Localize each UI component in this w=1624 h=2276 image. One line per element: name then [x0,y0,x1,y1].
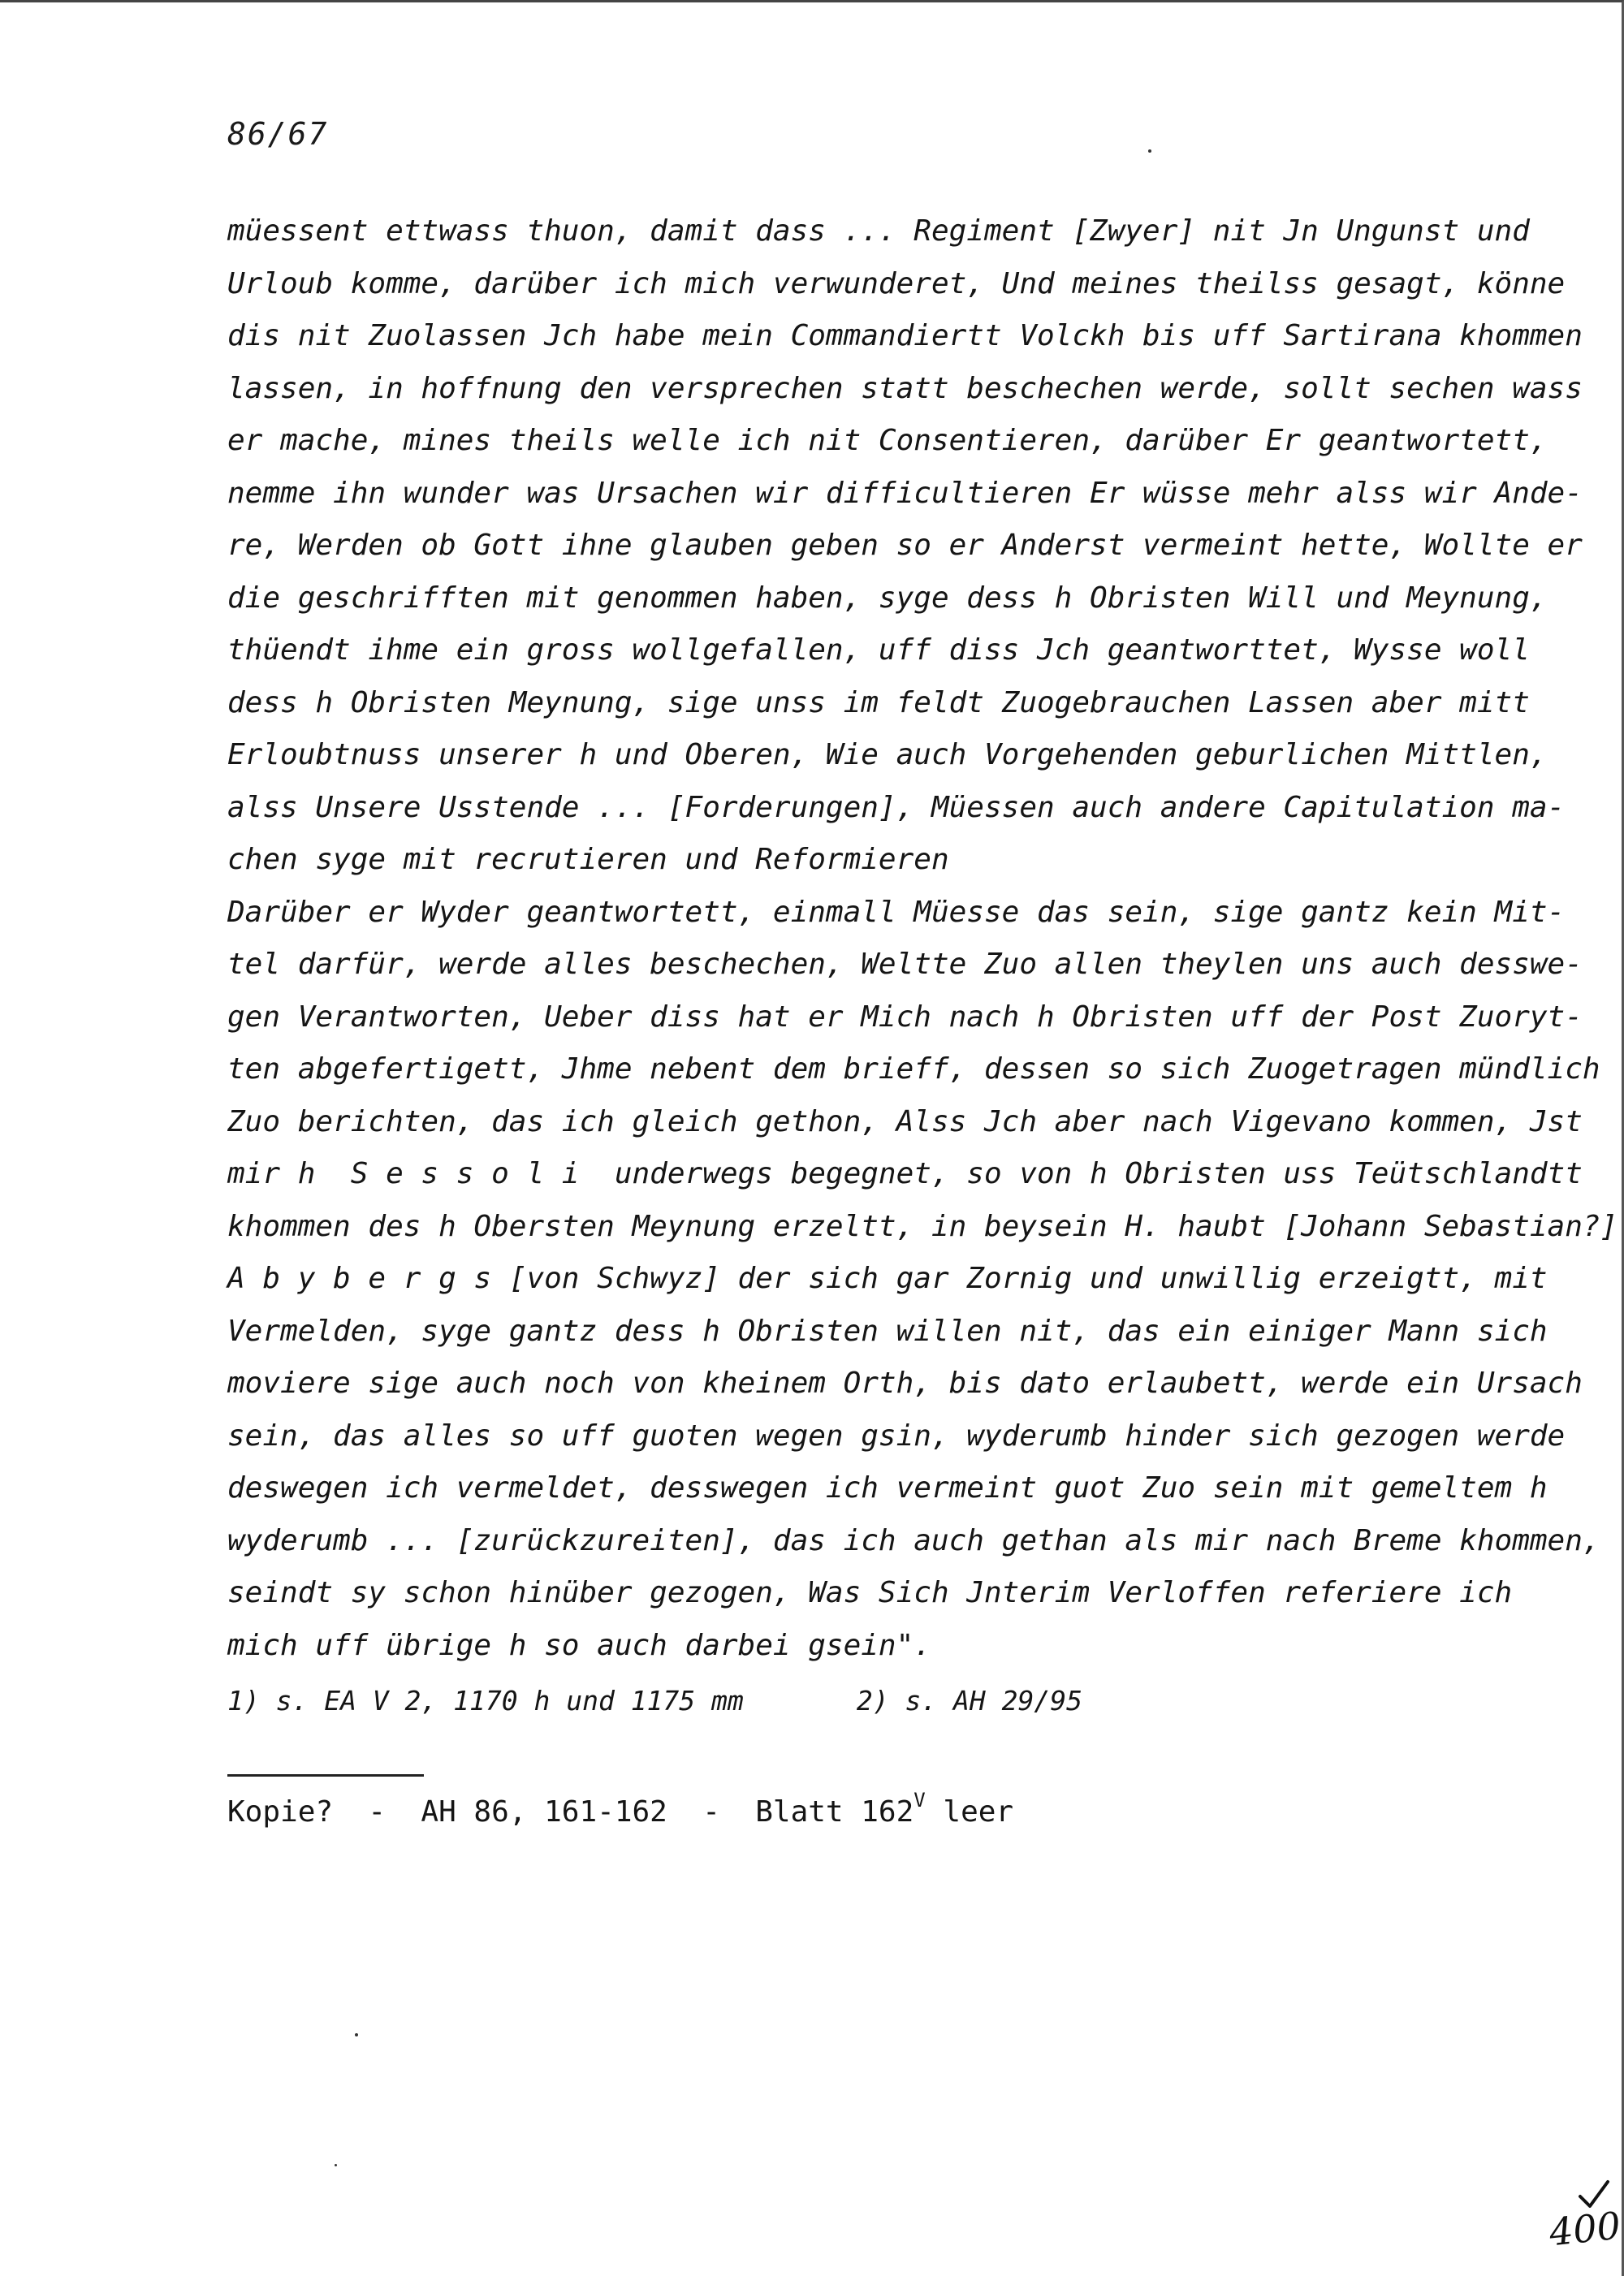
body-line: sein, das alles so uff guoten wegen gsin, wyderumb hinder sich gezogen werde [227,1419,1566,1453]
body-line: ten abgefertigett, Jhme nebent dem brieff, dessen so sich Zuogetragen mündlich [227,1052,1600,1086]
body-line: dis nit Zuolassen Jch habe mein Commandiertt Volckh bis uff Sartirana khommen [227,319,1583,352]
body-line: thüendt ihme ein gross wollgefallen, uff diss Jch geantworttet, Wysse woll [227,633,1530,667]
body-line: tel darfür, werde alles beschechen, Weltte Zuo allen theylen uns auch desswe- [227,948,1583,981]
body-line: re, Werden ob Gott ihne glauben geben so er Anderst vermeint hette, Wollte er [227,529,1583,562]
source-note-text: Kopie? - AH 86, 161-162 - Blatt 162 [227,1795,914,1829]
scan-speck [335,2164,337,2166]
body-line: müessent ettwass thuon, damit dass ... Regiment [Zwyer] nit Jn Ungunst und [227,214,1530,248]
body-line: alss Unsere Usstende ... [Forderungen], Müessen auch andere Capitulation ma- [227,790,1566,824]
scan-speck [1148,149,1151,153]
body-line: mich uff übrige h so auch darbei gsein". [227,1628,931,1662]
body-line: Darüber er Wyder geantwortett, einmall Müesse das sein, sige gantz kein Mit- [227,895,1566,929]
body-text [227,205,1618,1672]
body-line: khommen des h Obersten Meynung erzeltt, in beysein H. haubt [Johann Sebastian?] [227,1209,1618,1243]
body-line: nemme ihn wunder was Ursachen wir difficultieren Er wüsse mehr alss wir Ande- [227,476,1583,510]
footnote-divider [227,1774,424,1777]
body-line: deswegen ich vermeldet, desswegen ich vermeint guot Zuo sein mit gemeltem h [227,1471,1548,1505]
scan-speck [355,2033,358,2036]
handwritten-folio-number: 400 [1547,2203,1623,2255]
body-line: Zuo berichten, das ich gleich gethon, Alss Jch aber nach Vigevano kommen, Jst [227,1104,1583,1138]
body-line: er mache, mines theils welle ich nit Consentieren, darüber Er geantwortett, [227,424,1548,457]
body-line: A b y b e r g s [von Schwyz] der sich gar Zornig und unwillig erzeigtt, mit [227,1262,1548,1295]
body-line: mir h S e s s o l i underwegs begegnet, so von h Obristen uss Teütschlandtt [227,1157,1583,1190]
body-line: Urloub komme, darüber ich mich verwunderet, Und meines theilss gesagt, könne [227,266,1566,300]
body-line: die geschrifften mit genommen haben, syge dess h Obristen Will und Meynung, [227,581,1548,615]
body-line: lassen, in hoffnung den versprechen statt beschechen werde, sollt sechen wass [227,371,1583,405]
body-line: seindt sy schon hinüber gezogen, Was Sich Jnterim Verloffen referiere ich [227,1576,1513,1609]
body-line: moviere sige auch noch von kheinem Orth, bis dato erlaubett, werde ein Ursach [227,1367,1583,1400]
source-note [227,1789,1013,1829]
body-line: dess h Obristen Meynung, sige unss im feldt Zuogebrauchen Lassen aber mitt [227,685,1530,719]
body-line: Vermelden, syge gantz dess h Obristen willen nit, das ein einiger Mann sich [227,1314,1548,1348]
source-note-superscript: V [914,1789,926,1812]
footnotes: 1) s. EA V 2, 1170 h und 1175 mm 2) s. AH 29/95 [227,1685,1082,1717]
body-line: Erloubtnuss unserer h und Oberen, Wie auch Vorgehenden geburlichen Mittlen, [227,738,1548,771]
page-number: 86/67 [227,116,329,152]
body-line: wyderumb ... [zurückzureiten], das ich auch gethan als mir nach Breme khommen, [227,1523,1600,1557]
body-line: gen Verantworten, Ueber diss hat er Mich nach h Obristen uff der Post Zuoryt- [227,1000,1583,1034]
source-note-suffix: leer [925,1795,1014,1829]
body-line: chen syge mit recrutieren und Reformieren [227,843,949,876]
